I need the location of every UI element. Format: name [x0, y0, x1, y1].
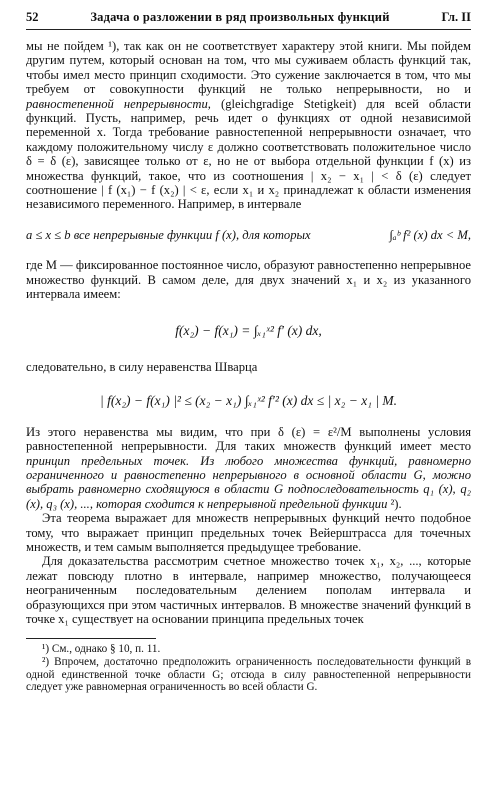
running-header: [26, 10, 471, 30]
paragraph-4: Из этого неравенства мы видим, что при δ (ε) = ε²/M выполнены условия равностепенной непрерывности. Для таких множеств функций имеет место принцип предельных точек. Из любого множества функций, равномерно ограниченного и равностепенно непрерывного в основной области G, можно выбрать равномерно сходящуюся в области G подпоследовательность q₁ (x), q₂ (x), q₃ (x), ..., которая сходится к непрерывной предельной функции ²).: [26, 424, 471, 511]
formula-schwarz: | f(x₂) − f(x₁) |² ≤ (x₂ − x₁) ∫ₓ₁ˣ² f′² (x) dx ≤ | x₂ − x₁ | M.: [100, 393, 397, 409]
footnote-divider: [26, 638, 156, 639]
footnote-1: ¹) См., однако § 10, п. 11.: [42, 643, 161, 656]
paragraph-2: где M — фиксированное постоянное число, образуют равностепенно непрерывное множество функций. В самом деле, для двух значений x₁ и x₂ из указанного интервала имеем:: [26, 258, 471, 302]
footnote-2: ²) Впрочем, достаточно предположить ограниченность последовательности функций в одной единственной точке области G; отсюда в силу равностепенной непрерывности следует уже равномерная ограниченность во всей области G.: [26, 656, 471, 694]
page-number: 52: [26, 10, 39, 24]
interval-condition: a ≤ x ≤ b все непрерывные функции f (x), для которых: [26, 227, 311, 242]
integral-bound: ∫ₐᵇ f² (x) dx < M,: [389, 227, 471, 242]
chapter-label: Гл. II: [441, 10, 471, 24]
paragraph-5: Эта теорема выражает для множеств непрерывных функций нечто подобное тому, что выражает принцип предельных точек Вейерштрасса для точечных множеств, и тем самым выполняется предыдущее требование.: [26, 511, 471, 554]
theorem-limit-points: принцип предельных точек. Из любого множества функций, равномерно ограниченного и равностепенно непрерывного в основной области G, можно выбрать равномерно сходящуюся в области G подпоследовательность q₁ (x), q₂ (x), q₃ (x), ..., которая сходится к непрерывной предельной функции: [26, 453, 471, 511]
paragraph-1: мы не пойдем ¹), так как он не соответствует характеру этой книги. Мы пойдем другим путем, который основан на том, что мы суживаем область функций так, чтобы имел место принцип сходимости. Это сужение заключается в том, что мы требуем от совокупности функций не только непрерывности, но и равностепенной непрерывности, (gleichgradige Stetigkeit) для всей области функций. Пусть, например, речь идет о функциях от одной независимой переменной x. Тогда требование равностепенной непрерывности означает, что каждому положительному числу ε должно соответствовать положительное число δ = δ (ε), зависящее только от ε, но не от выбора отдельной функции f (x) из множества функций, такое, что из соотношения | x₂ − x₁ | < δ (ε) следует соотношение | f (x₁) − f (x₂) | < ε, если x₁ и x₂ принадлежат к области изменения независимого переменного. Например, в интервале: [26, 39, 471, 212]
emphasis-equicontinuity: равностепенной непрерывности,: [26, 96, 211, 111]
running-title: Задача о разложении в ряд произвольных функций: [90, 10, 390, 24]
paragraph-3: следовательно, в силу неравенства Шварца: [26, 359, 258, 374]
formula-difference: f(x₂) − f(x₁) = ∫ₓ₁ˣ² f′ (x) dx,: [175, 322, 322, 338]
integral-condition-line: [26, 228, 471, 242]
page-body: [26, 39, 471, 626]
paragraph-6: Для доказательства рассмотрим счетное множество точек x₁, x₂, ..., которые лежат повсюду плотно в интервале, например множество, получающееся неограниченным последовательным делением пополам интервала и образующихся при этом частичных интервалов. В множестве значений функций в точке x₁ существует на основании принципа предельных точек: [26, 554, 471, 626]
